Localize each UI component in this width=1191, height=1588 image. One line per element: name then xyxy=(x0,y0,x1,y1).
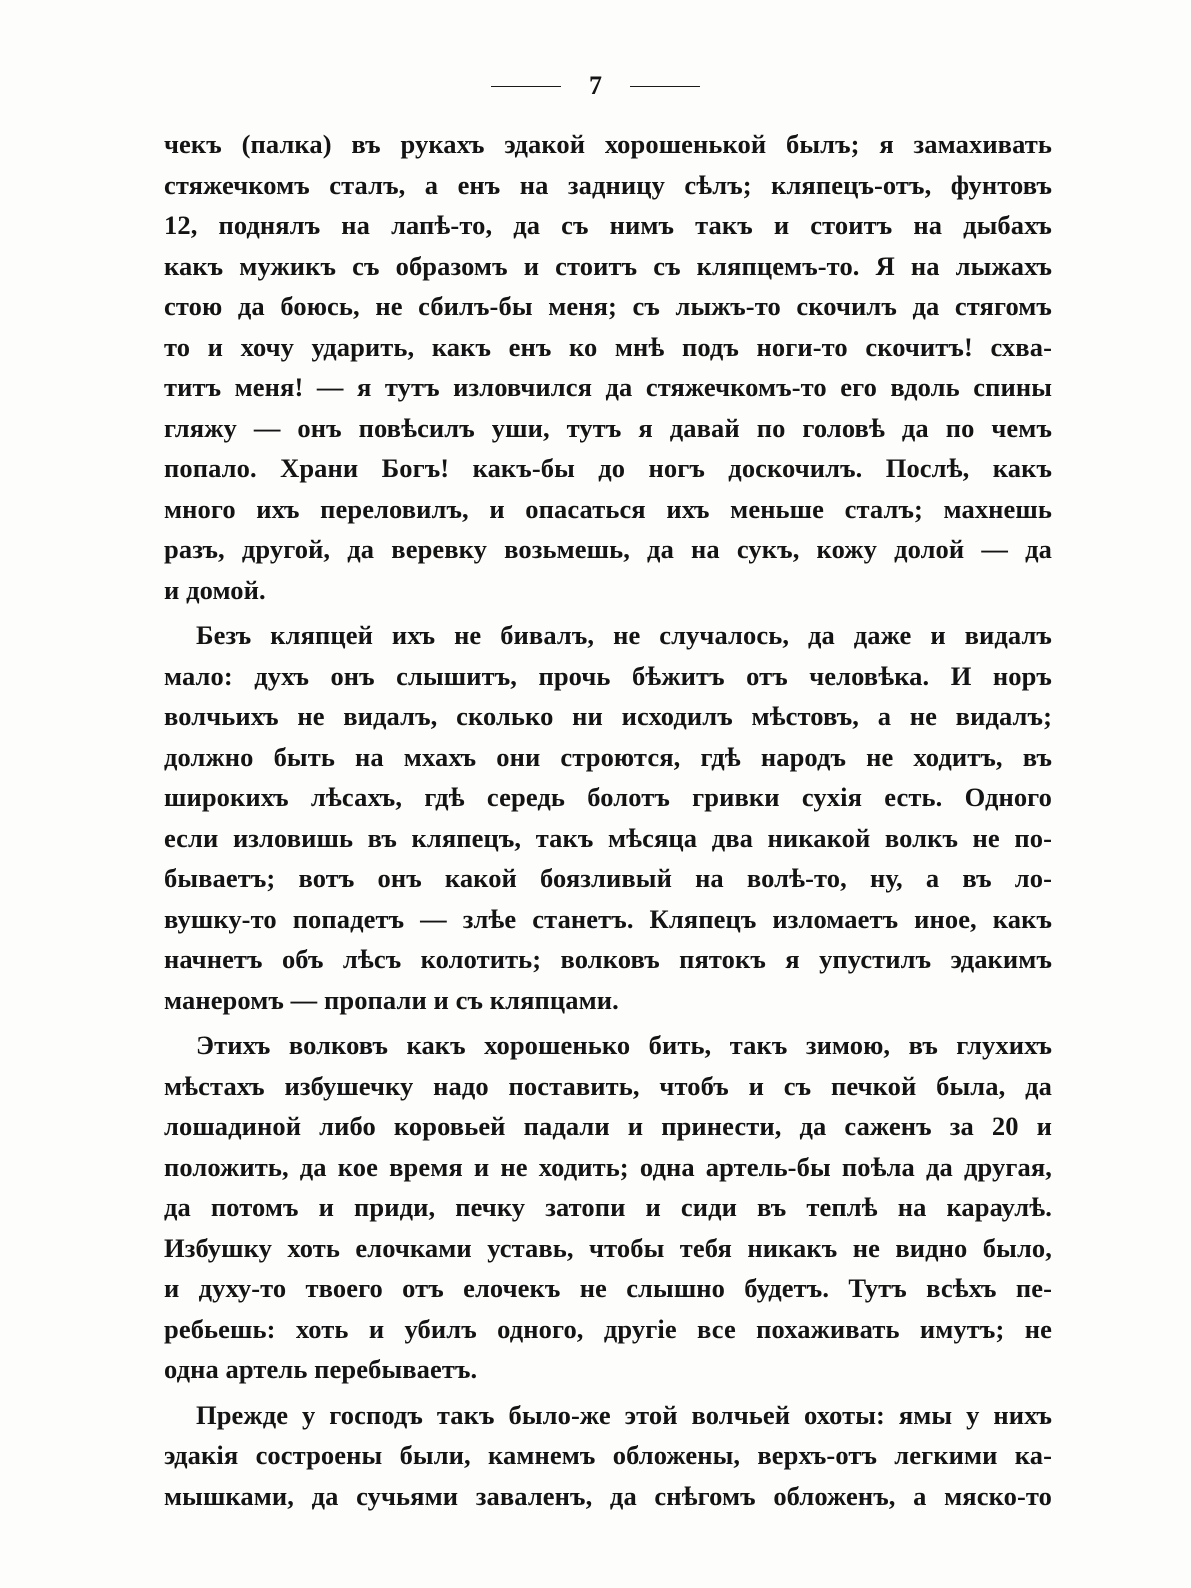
text-line: широкихъ лѣсахъ, гдѣ середь болотъ гривки сухія есть. Одного xyxy=(164,782,1052,812)
paragraph-2 xyxy=(164,615,1052,1020)
text-line: и домой. xyxy=(164,574,266,605)
text-line: мышками, да сучьями заваленъ, да снѣгомъ обложенъ, а мяско-то xyxy=(164,1480,1052,1511)
header-rule-right xyxy=(630,86,700,87)
text-line: разъ, другой, да веревку возьмешь, да на сукъ, кожу долой — да xyxy=(164,534,1052,564)
text-line: бываетъ; вотъ онъ какой боязливый на волѣ-то, ну, а въ ло- xyxy=(164,863,1052,893)
text-line: какъ мужикъ съ образомъ и стоитъ съ кляпцемъ-то. Я на лыжахъ xyxy=(164,250,1052,281)
text-line: гляжу — онъ повѣсилъ уши, тутъ я давай по головѣ да по чемъ xyxy=(164,412,1052,443)
text-line: Безъ кляпцей ихъ не бивалъ, не случалось, да даже и видалъ xyxy=(196,620,1052,650)
text-line: если изловишь въ кляпецъ, такъ мѣсяца два никакой волкъ не по- xyxy=(164,822,1052,853)
text-line: да потомъ и приди, печку затопи и сиди въ теплѣ на караулѣ. xyxy=(164,1192,1052,1222)
text-line: манеромъ — пропали и съ кляпцами. xyxy=(164,984,619,1015)
page-number: 7 xyxy=(589,71,602,100)
text-line: Этихъ волковъ какъ хорошенько бить, такъ зимою, въ глухихъ xyxy=(196,1030,1052,1060)
text-line: Прежде у господъ такъ было-же этой волчьей охоты: ямы у нихъ xyxy=(196,1399,1052,1430)
text-line: попало. Храни Богъ! какъ-бы до ногъ доскочилъ. Послѣ, какъ xyxy=(164,453,1052,483)
text-line: вушку-то попадетъ — злѣе станетъ. Кляпецъ изломаетъ иное, какъ xyxy=(164,903,1052,934)
text-line: много ихъ переловилъ, и опасаться ихъ меньше сталъ; махнешь xyxy=(164,493,1052,524)
text-line: и духу-то твоего отъ елочекъ не слышно будетъ. Тутъ всѣхъ пе- xyxy=(164,1273,1052,1303)
paragraph-1 xyxy=(164,124,1052,610)
text-line: чекъ (палка) въ рукахъ эдакой хорошенькой былъ; я замахивать xyxy=(164,129,1052,159)
text-line: Избушку хоть елочками уставь, чтобы тебя никакъ не видно было, xyxy=(164,1232,1052,1263)
text-line: лошадиной либо коровьей падали и принести, да саженъ за 20 и xyxy=(164,1111,1052,1141)
header-rule-left xyxy=(491,86,561,87)
text-line: начнетъ объ лѣсъ колотить; волковъ пятокъ я упустилъ эдакимъ xyxy=(164,944,1052,974)
text-line: ребьешь: хоть и убилъ одного, другіе все похаживать имутъ; не xyxy=(164,1313,1052,1344)
text-line: стяжечкомъ сталъ, а енъ на задницу сѣлъ; кляпецъ-отъ, фунтовъ xyxy=(164,169,1052,200)
text-line: эдакія состроены были, камнемъ обложены, верхъ-отъ легкими ка- xyxy=(164,1440,1052,1470)
text-line: должно быть на мхахъ они строются, гдѣ народъ не ходитъ, въ xyxy=(164,741,1052,772)
body-text xyxy=(164,124,1052,1521)
text-line: мѣстахъ избушечку надо поставить, чтобъ и съ печкой была, да xyxy=(164,1070,1052,1101)
page-header xyxy=(0,66,1191,106)
text-line: то и хочу ударить, какъ енъ ко мнѣ подъ ноги-то скочитъ! схва- xyxy=(164,331,1052,362)
text-line: титъ меня! — я тутъ изловчился да стяжечкомъ-то его вдоль спины xyxy=(164,372,1052,402)
text-line: волчьихъ не видалъ, сколько ни исходилъ мѣстовъ, а не видалъ; xyxy=(164,701,1052,731)
paragraph-3 xyxy=(164,1025,1052,1390)
text-line: стою да боюсь, не сбилъ-бы меня; съ лыжъ-то скочилъ да стягомъ xyxy=(164,291,1052,321)
text-line: одна артель перебываетъ. xyxy=(164,1354,478,1384)
text-line: положить, да кое время и не ходить; одна артель-бы поѣла да другая, xyxy=(164,1151,1052,1182)
text-line: мало: духъ онъ слышитъ, прочь бѣжитъ отъ человѣка. И норъ xyxy=(164,660,1052,691)
paragraph-4 xyxy=(164,1395,1052,1517)
text-line: 12, поднялъ на лапѣ-то, да съ нимъ такъ и стоитъ на дыбахъ xyxy=(164,210,1052,240)
